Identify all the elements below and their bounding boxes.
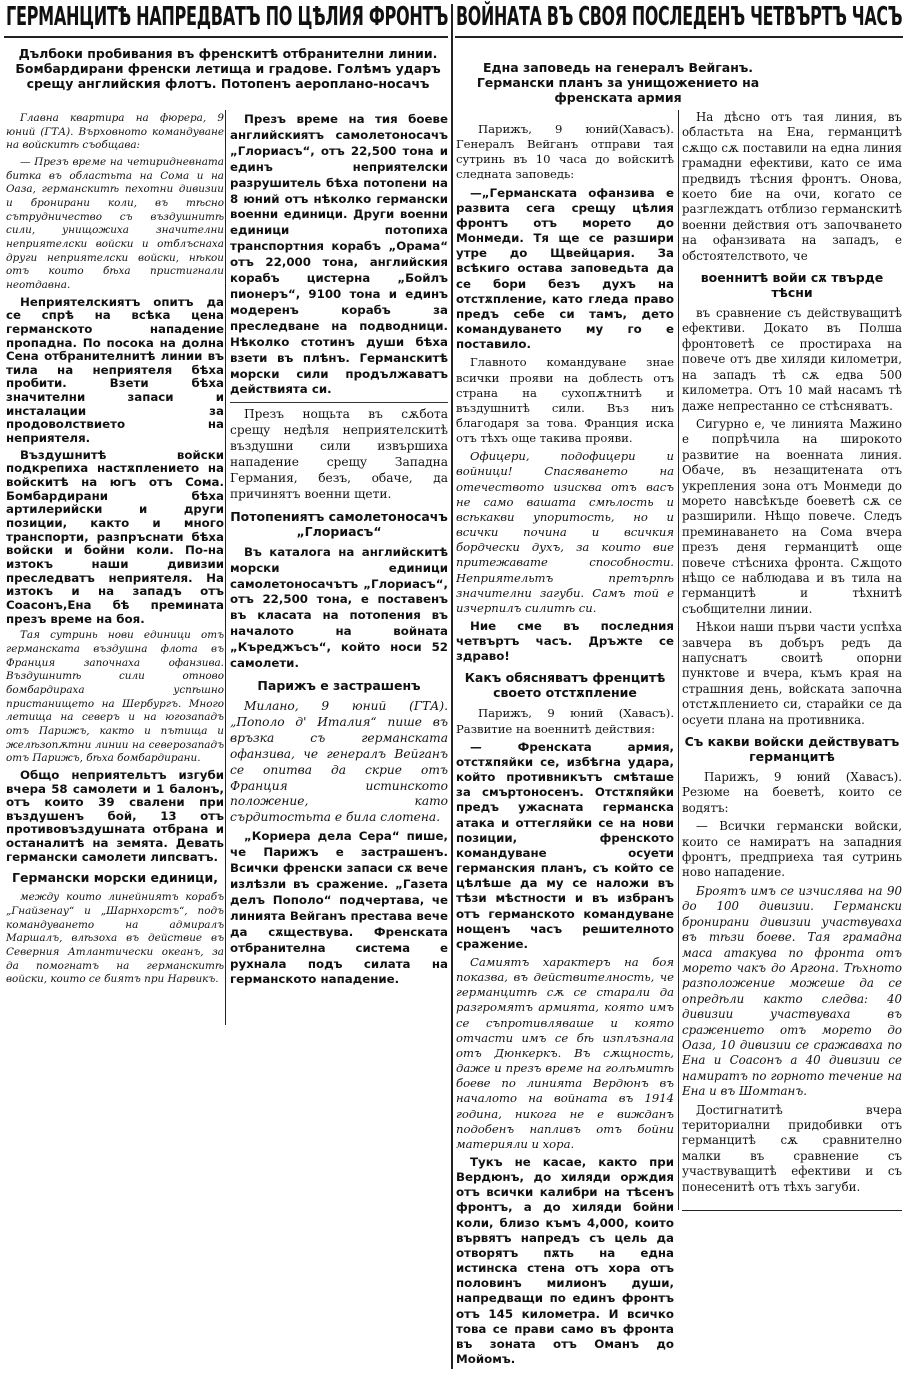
right-column-2: [682, 110, 902, 1210]
right-headline: ВОЙНАТА ВЪ СВОЯ ПОСЛЕДЕНЪ ЧЕТВЪРТЪ ЧАСЪ: [456, 2, 903, 32]
right-paragraph: Достигнатитѣ вчера териториални придобивки отъ германцитѣ сѫ сравнително малки въ сравнение съ участвуващитѣ ефективи и съ понесенитѣ отъ тѣхъ загуби.: [682, 1102, 902, 1194]
right-headline-rule: [455, 36, 903, 38]
right-paragraph: Тукъ не касае, както при Вердюнъ, до хиляди орждия отъ всички калибри на тѣсенъ фронтъ, а до хиляди бойни коли, близо къмъ 4,000, които вървятъ напредъ съ цель да отворятъ пѫть на една истинска стена отъ хора отъ половинъ милионъ души, напредващи по единъ фронтъ отъ 145 километра. И всичко това се прави само въ фронта въ зоната отъ Оманъ до Мойомъ.: [456, 1155, 674, 1367]
naval-units-heading: Германски морски единици,: [12, 870, 218, 886]
left-column-2: [230, 112, 448, 1024]
german-forces-heading: Съ какви войски действуватъ германцитѣ: [684, 734, 900, 765]
right-column-end-rule: [682, 1210, 902, 1211]
right-paragraph: Нѣкои наши първи части успѣха завчера въ добъръ редъ да напуснатъ своитѣ опорни пунктове и вчера, къмъ края на страшния день, войската започна отстѫплението си, старайки се да осуети плана на противника.: [682, 620, 902, 727]
french-explain-heading: Какъ обясняватъ френцитѣ своето отстѫпление: [464, 670, 666, 701]
right-paragraph: Парижъ, 9 юний(Хавасъ). Генералъ Вейганъ отправи тая сутринь въ 10 часа до войскитѣ следната заповедь:: [456, 122, 674, 182]
left-paragraph: Общо неприятельтъ изгуби вчера 58 самолети и 1 балонъ, отъ които 39 свалени при въздушенъ бой, 13 отъ противовъздушната отбрана и останалитѣ на земята. Девать германски самолети липсватъ.: [6, 767, 224, 864]
troops-heading: военнитѣ войи сѫ твърде тѣсни: [700, 270, 884, 301]
column-separator: [230, 402, 448, 403]
right-paragraph: Сигурно е, че линията Мажино е попрѣчила на широкото развитие на военната линия. Обаче, въ незащитената отъ укрепления зона отъ Монмеди до морето навсѣкъде боеветѣ сѫ се разширили. Нѣщо повече. Следъ преминаването на Сома вчера презъ деня германцитѣ още повече стѣсниха фронта. Сѫщото нѣщо се наблюдава и въ тила на германцитѣ и тѣхнитѣ съобщителни линии.: [682, 416, 902, 616]
right-paragraph: — Френската армия, отстѫпяйки се, избѣгна удара, който противникътъ смѣташе за смъртоносенъ. Отстѫпяйки предъ ужасната германска атака и оттегляйки се на нови позиции, френското командуване осуети германския планъ, съ който се цѣлѣше да му се наложи въ тѣзи мѣстности и въ избранъ отъ германското командуване нощенъ часъ решителното сражение.: [456, 739, 674, 951]
left-headline: ГЕРМАНЦИТѢ НАПРЕДВАТЪ ПО ЦѢЛИЯ ФРОНТЪ: [6, 2, 449, 32]
right-paragraph: Ние сме въ последния четвъртъ часъ. Дръжте се здраво!: [456, 619, 674, 664]
left-paragraph: Въздушнитѣ войски подкрепиха настѫплението на войскитѣ на югъ отъ Сома. Бомбардирани бѣха артилерийски и други позиции, както и много транспорти, разпръснати бѣха войски и бойни коли. По-на изтокъ наши дивизии преследватъ неприятеля. На изтокъ и на западъ отъ Соасонъ,Ена бѣ преминатa презъ време на боя.: [6, 447, 224, 626]
left-paragraph: Презъ време на тия боеве английскиятъ самолетоносачъ „Глориасъ“, отъ 22,500 тона и единъ неприятелски разрушитель бѣха потопени на 8 юний отъ нѣколко германски военни единици. Други военни единици потопиха транспортния корабъ „Орама“ отъ 22,000 тона, английския корабъ цистерна „Бойлъ пионеръ“, 9100 тона и единъ модеренъ корабъ за преследване на подводници. Нѣколко стотинъ души бѣха взети въ плѣнъ. Германскитѣ морски сили продължаватъ действията си.: [230, 112, 448, 397]
left-paragraph: Милано, 9 юний (ГТА). „Пополо д' Италия“ пише въ връзка съ германската офанзива, че генералъ Вейганъ се опитва да скрие отъ Франция истинското положение, като сърдитостьта е била слотена.: [230, 699, 448, 825]
left-paragraph: Презъ нощьта въ сѫбота срещу недѣля неприятелскитѣ въздушни сили извършиха нападение срещу Западна Германия, безъ, обаче, да причинятъ военни щети.: [230, 407, 448, 501]
right-paragraph: Главното командуване знае всички прояви на доблесть отъ страна на сухопѫтнитѣ и въздушнитѣ сили. Въз ниъ благодаря за това. Франция иска отъ тѣхъ още такива прояви.: [456, 355, 674, 446]
left-paragraph: Тая сутринь нови единици отъ германската въздушна флота въ Франция започнаха офанзива. Въздушнитѣ сили отново бомбардираха успѣшно пристанището на Шербургъ. Много летища на северъ и на югозападъ отъ Парижъ, както и пътища и желѣзопѫтни линии на северозападъ отъ Парижъ, бѣха бомбардирани.: [6, 629, 224, 765]
left-paragraph: „Кориера дела Сера“ пише, че Парижъ е застрашенъ. Всички френски запаси сѫ вече излѣзли въ сражение. „Газета делъ Пополо“ подчертава, че линията Вейганъ престава вече да сѫществува. Френската отбранителна система е рухнала подъ силата на германското нападение.: [230, 829, 448, 987]
right-paragraph: Броятъ имъ се изчислява на 90 до 100 дивизии. Германски бронирани дивизии участвуваха въ тѣзи боеве. Тая грамадна маса атакува по фронта отъ морето чакъ до Аргона. Тѣхното разположение можеше да се опредѣли както следва: 40 дивизии участвуваха въ сражението отъ морето до Оаза, 10 дивизии се сражаваха по Ена и Соасонъ а 40 дивизии се намиратъ по горното течение на Ена и въ Шомтанъ.: [682, 883, 902, 1099]
left-paragraph: Неприятелскиятъ опитъ да се спрѣ на всѣка цена германското нападение пропадна. По посока на долна Сена отбранителнитѣ линии въ тила на неприятеля бѣха пробити. Взети бѣха значителни запаси и инсталации за продоволствието на неприятеля.: [6, 294, 224, 446]
right-paragraph: — Всички германски войски, които се намиратъ на западния фронтъ, предприеха тая сутринь ново нападение.: [682, 819, 902, 880]
left-subheadline: Дълбоки пробивания въ френскитѣ отбранителни линии. Бомбардирани френски летища и градове. Голѣмъ ударъ срещу английския флотъ. Потопенъ аероплано-носачъ: [15, 46, 441, 91]
right-paragraph: Самиятъ характеръ на боя показва, въ действителность, че германцитѣ сѫ се старали да разгромятъ армията, която имъ се съпротивляваше и която отчасти имъ се бѣ изплъзнала отъ Дюнкеркъ. Въ сѫщность, даже и презъ време на голѣмитѣ боеве по линията Вердюнъ въ началото на войната въ 1914 година, никога не е вижданъ подобенъ напливъ отъ бойни материяли и хора.: [456, 954, 674, 1151]
left-headline-rule: [4, 36, 448, 38]
left-paragraph: между които линейниятъ корабъ „Гнайзенау“ и „Шарнхорстъ“, подъ командуването на адмиралъ Маршалъ, влѣзоха въ действие въ Северния Атлантически океанъ, за да помогнатъ на германскитѣ войски, които се биятъ при Нарвикъ.: [6, 891, 224, 986]
right-paragraph: Офицери, подофицери и войници! Спасяването на отечеството изисква отъ васъ не само вашата смѣлость и всѣкакви упоритость, но и всички почина и всичкия бордчески духъ, за които вие притежавате способности. Неприятельтъ претърпѣ значителни загуби. Самъ той е изчерпилъ силитѣ си.: [456, 449, 674, 615]
left-paragraph: — Презъ време на четиридневната битка въ областьта на Сома и на Оаза, германскитѣ пехотни дивизии и бронирани коли, въ тѣсно сътрудничество съ въздушнитѣ сили, унищожиха значителни неприятелски войски и отблъснаха други неприятелски войски, нѣкои отъ които бѣха пристигнали неотдавна.: [6, 155, 224, 291]
article-divider: [451, 4, 453, 1369]
left-paragraph: Въ каталога на английскитѣ морски единици самолетоносачътъ „Глориасъ“, отъ 22,500 тона, е поставенъ въ класата на потопения въ началото на войната „Къреджъсъ“, който носи 52 самолети.: [230, 544, 448, 671]
right-paragraph: —„Германската офанзива е развита сега срещу цѣлия фронтъ отъ морето до Монмеди. Тя ще се разшири утре до Щвейцария. За всѣкиго остава заповедьта да се бори безъ духъ на отстѫпление, като гледа право предъ себе си тамъ, дето командуването му го е поставило.: [456, 185, 674, 352]
right-column-1: [456, 122, 674, 1370]
carrier-heading: Потопениятъ самолетоносачъ „Глориасъ“: [230, 508, 448, 539]
left-paragraph: Главна квартира на фюрера, 9 юний (ГТА). Върховното командуване на войскитѣ съобщава:: [6, 112, 224, 152]
right-paragraph: въ сравнение съ действуващитѣ ефективи. Докато въ Полша фронтоветѣ се простираха на повече отъ две хиляди километри, на западъ тѣ сѫ едва 500 километра. Отъ 10 май насамъ тѣ даже непрестанно се стѣсняватъ.: [682, 306, 902, 413]
paris-threatened-heading: Парижъ е застрашенъ: [257, 678, 421, 693]
right-paragraph: На дѣсно отъ тая линия, въ областьта на Ена, германцитѣ сѫщо сѫ поставили на една линия грамадни ефективи, като се има предвидъ тѣсния фронтъ. Онова, което бие на очи, когато се разглеждатъ отблизо германскитѣ военни действия отъ започването на офанзивата на западъ, е обстоятелството, че: [682, 110, 902, 263]
right-subheadline: Една заповедь на генералъ Вейганъ. Германски планъ за унищожението на френската армия: [476, 60, 760, 105]
right-paragraph: Парижъ, 9 юний (Хавасъ). Резюме на боеветѣ, които се водятъ:: [682, 770, 902, 815]
right-paragraph: Парижъ, 9 юний (Хавасъ). Развитие на военнитѣ действия:: [456, 706, 674, 736]
right-column-rule: [678, 110, 679, 1210]
left-column-rule: [225, 110, 226, 1025]
left-column-1: [6, 112, 224, 1024]
